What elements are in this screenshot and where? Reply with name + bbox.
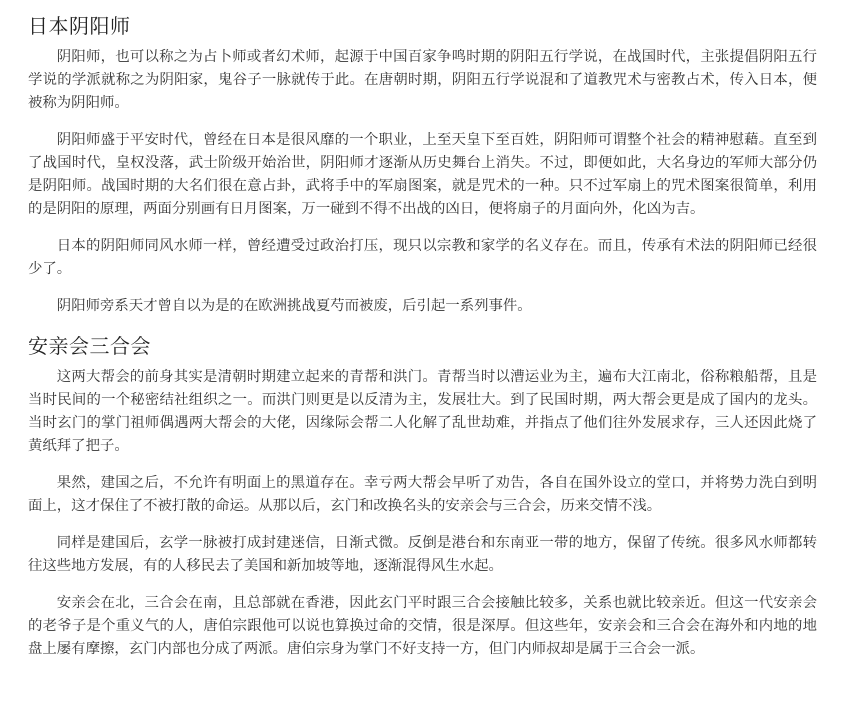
section-onmyoji [28, 12, 817, 318]
section-anqin-sanhe [28, 332, 817, 661]
paragraph: 阴阳师旁系天才曾自以为是的在欧洲挑战夏芍而被废，后引起一系列事件。 [56, 298, 532, 314]
paragraph: 阴阳师盛于平安时代，曾经在日本是很风靡的一个职业，上至天皇下至百姓，阴阳师可谓整个社会的精神慰藉。直至到了战国时代，皇权没落，武士阶级开始治世，阴阳师才逐渐从历史舞台上消失。不过，即便如此，大名身边的军师大部分仍是阴阳师。战国时期的大名们很在意占卦，武将手中的军扇图案，就是咒术的一种。只不过军扇上的咒术图案很简单，利用的是阴阳的原理，两面分别画有日月图案，万一碰到不得不出战的凶日，便将扇子的月面向外，化凶为吉。 [28, 132, 817, 217]
paragraph: 同样是建国后，玄学一脉被打成封建迷信，日渐式微。反倒是港台和东南亚一带的地方，保留了传统。很多风水师都转往这些地方发展，有的人移民去了美国和新加坡等地，逐渐混得风生水起。 [28, 535, 817, 574]
paragraph: 这两大帮会的前身其实是清朝时期建立起来的青帮和洪门。青帮当时以漕运业为主，遍布大江南北，俗称粮船帮，且是当时民间的一个秘密结社组织之一。而洪门则更是以反清为主，发展壮大。到了民国时期，两大帮会更是成了国内的龙头。当时玄门的掌门祖师偶遇两大帮会的大佬，因缘际会帮二人化解了乱世劫难，并指点了他们往外发展求存，三人还因此烧了黄纸拜了把子。 [28, 369, 817, 454]
paragraph: 安亲会在北，三合会在南，且总部就在香港，因此玄门平时跟三合会接触比较多，关系也就比较亲近。但这一代安亲会的老爷子是个重义气的人，唐伯宗跟他可以说也算换过命的交情，很是深厚。但这些年，安亲会和三合会在海外和内地的地盘上屡有摩擦，玄门内部也分成了两派。唐伯宗身为掌门不好支持一方，但门内师叔却是属于三合会一派。 [28, 595, 817, 657]
paragraph: 果然，建国之后，不允许有明面上的黑道存在。幸亏两大帮会早听了劝告，各自在国外设立的堂口，并将势力洗白到明面上，这才保住了不被打散的命运。从那以后，玄门和改换名头的安亲会与三合会，历来交情不浅。 [28, 475, 817, 514]
paragraph: 日本的阴阳师同风水师一样，曾经遭受过政治打压，现只以宗教和家学的名义存在。而且，传承有术法的阴阳师已经很少了。 [28, 238, 817, 277]
section-title-onmyoji: 日本阴阳师 [28, 14, 131, 38]
section-title-anqin-sanhe: 安亲会三合会 [28, 334, 151, 358]
paragraph: 阴阳师，也可以称之为占卜师或者幻术师，起源于中国百家争鸣时期的阴阳五行学说，在战国时代，主张提倡阴阳五行学说的学派就称之为阴阳家，鬼谷子一脉就传于此。在唐朝时期，阴阳五行学说混和了道教咒术与密教占术，传入日本，便被称为阴阳师。 [28, 49, 817, 111]
